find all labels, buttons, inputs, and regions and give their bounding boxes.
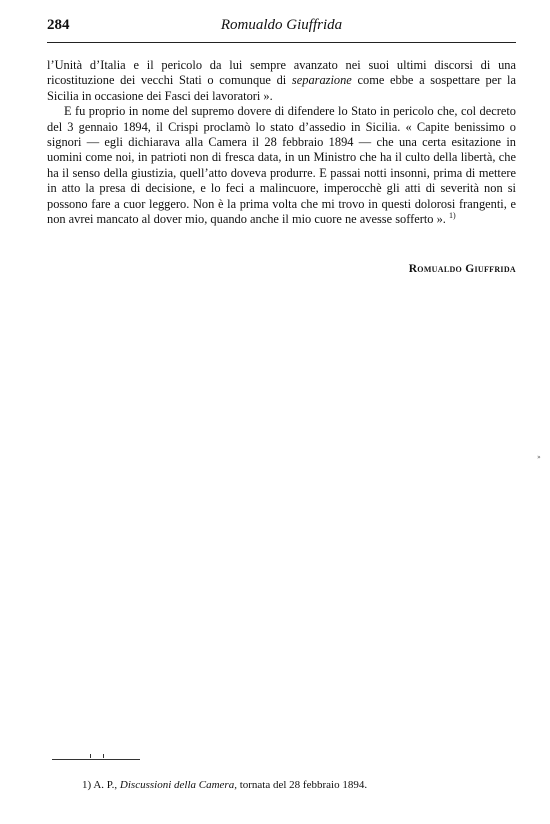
- footnote-rule: [52, 759, 140, 760]
- footnote-marker: 1): [82, 779, 92, 791]
- paragraph-1-text-b: come ebbe a sospettare per la Sicilia in occasione dei Fasci dei lavoratori ».: [47, 73, 516, 103]
- footnote-rule-tick: [103, 754, 104, 758]
- footnote-rest: tornata del 28 febbraio 1894.: [239, 779, 368, 791]
- paragraph-1-text-a: l’Unità d’Italia e il pericolo da lui sempre avanzato nei suoi ultimi discorsi di una ricostituzione dei vecchi Stati o comunque di: [47, 58, 516, 88]
- footnote-title: Discussioni della Camera,: [119, 779, 237, 791]
- footnote-author: A. P.,: [93, 779, 118, 791]
- paragraph-2-text: E fu proprio in nome del supremo dovere di difendere lo Stato in pericolo che, col decreto del 3 gennaio 1894, il Crispi proclamò lo stato d’assedio in Sicilia. « Capite benissimo o signori — egli dichiarava alla Camera il 28 febbraio 1894 — che una certa esitazione in uomini come noi, in patrioti non di fresca data, in un Ministro che ha il culto della libertà, che ha il senso della giustizia, quell’atto doveva produrre. E passai notti insonni, prima di mettere in atto la presa di decisione, e lo feci a malincuore, imperocchè gli atti di severità non si possono fare a cuor leggero. Non è la prima volta che mi trovo in questi dolorosi frangenti, e non avrei mancato al dover mio, quando anche il mio cuore ne avesse sofferto ».: [47, 104, 516, 227]
- header-rule: [47, 42, 516, 43]
- running-head: Romualdo Giuffrida: [220, 17, 343, 33]
- paragraph-2: [47, 104, 516, 227]
- paragraph-1: [47, 58, 516, 104]
- footnote-reference[interactable]: 1): [449, 210, 456, 220]
- page-number: 284: [47, 17, 70, 33]
- margin-mark: »: [537, 454, 541, 461]
- emphasis-separazione: separazione: [291, 73, 352, 88]
- page-header: [47, 17, 516, 41]
- footnote-rule-tick: [90, 754, 91, 758]
- author-signature: Romualdo Giuffrida: [408, 263, 516, 275]
- body-text: [47, 58, 516, 227]
- footnote: [82, 779, 367, 791]
